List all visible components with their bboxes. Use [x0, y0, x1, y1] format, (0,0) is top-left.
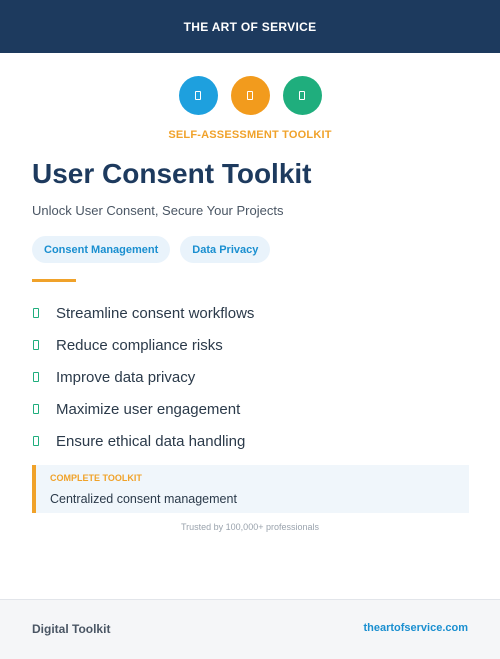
blue-circle-icon [179, 76, 218, 115]
page-footer [0, 599, 500, 659]
green-circle-icon [283, 76, 322, 115]
check-icon [33, 340, 39, 350]
footer-label: Digital Toolkit [32, 622, 111, 636]
feature-text: Maximize user engagement [56, 400, 241, 418]
page-title: User Consent Toolkit [32, 158, 312, 189]
kicker-label: SELF-ASSESSMENT TOOLKIT [168, 129, 332, 141]
feature-item [32, 297, 254, 329]
feature-text: Reduce compliance risks [56, 336, 223, 354]
check-icon [33, 404, 39, 414]
brand-header [0, 0, 500, 53]
accent-divider [32, 279, 76, 282]
feature-item [32, 425, 254, 457]
callout-label: COMPLETE TOOLKIT [50, 473, 142, 483]
feature-list [32, 297, 254, 457]
footer-website-link[interactable]: theartofservice.com [363, 622, 468, 634]
document-icon [247, 91, 253, 100]
feature-text: Streamline consent workflows [56, 304, 255, 322]
icon-row [0, 76, 500, 115]
feature-item [32, 393, 254, 425]
callout-text: Centralized consent management [50, 492, 237, 506]
trust-note: Trusted by 100,000+ professionals [180, 522, 319, 532]
document-icon [195, 91, 201, 100]
feature-text: Ensure ethical data handling [56, 432, 246, 450]
document-icon [299, 91, 305, 100]
feature-item [32, 361, 254, 393]
check-icon [33, 372, 39, 382]
feature-text: Improve data privacy [56, 368, 196, 386]
tag-data-privacy[interactable]: Data Privacy [180, 236, 270, 263]
brand-name: THE ART OF SERVICE [183, 19, 317, 34]
check-icon [33, 308, 39, 318]
orange-circle-icon [231, 76, 270, 115]
feature-item [32, 329, 254, 361]
tag-consent-management[interactable]: Consent Management [32, 236, 170, 263]
check-icon [33, 436, 39, 446]
page-subtitle: Unlock User Consent, Secure Your Projects [32, 203, 284, 218]
toolkit-callout [32, 465, 469, 513]
tag-list [32, 236, 270, 263]
